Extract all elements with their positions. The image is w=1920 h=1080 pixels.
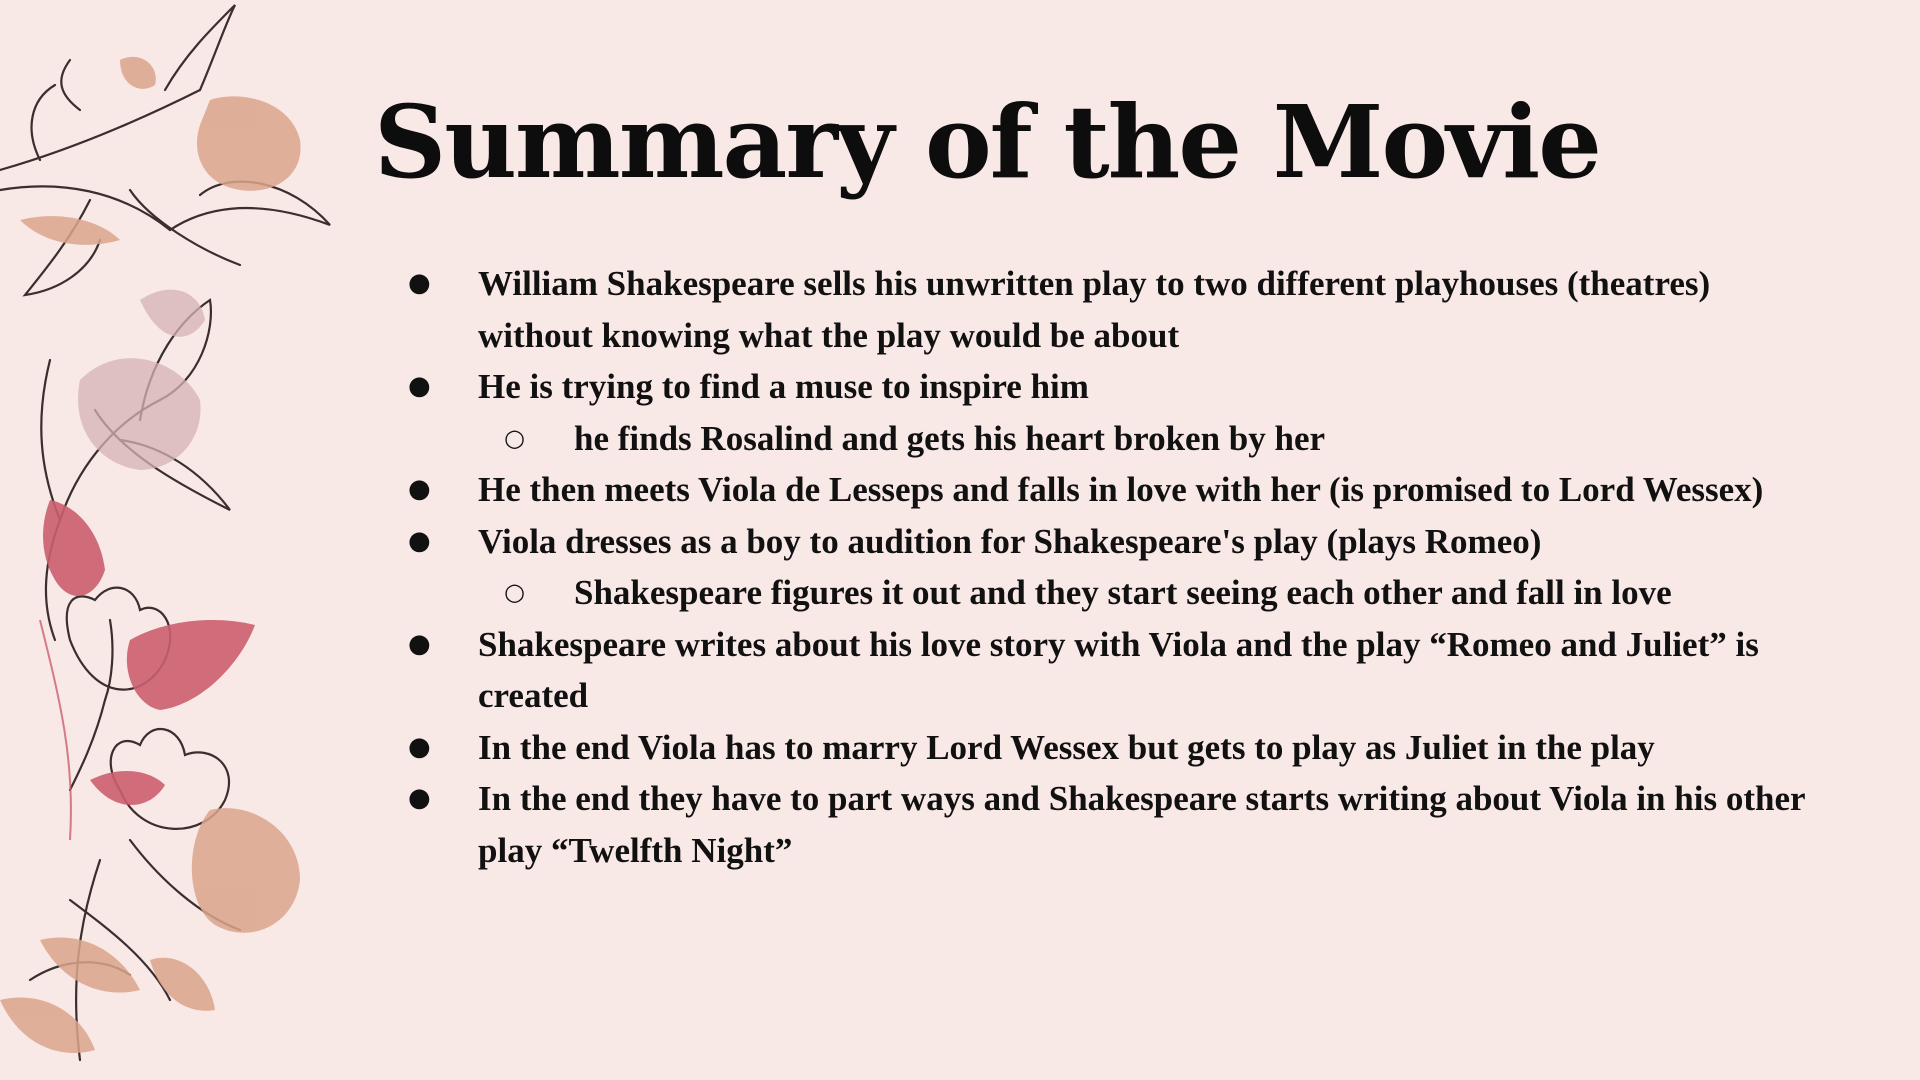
sub-bullet-item [408, 567, 1828, 619]
bullet-item [408, 516, 1828, 568]
floral-decoration-icon [0, 0, 360, 1080]
bullet-item [408, 464, 1828, 516]
bullet-marker-icon: ● [408, 474, 431, 504]
bullet-item [408, 722, 1828, 774]
bullet-text: He is trying to find a muse to inspire him [478, 367, 1089, 406]
bullet-marker-icon: ● [408, 525, 431, 556]
slide-title: Summary of the Movie [374, 83, 1600, 201]
bullet-text: Viola dresses as a boy to audition for Shakespeare's play (plays Romeo) [478, 521, 1542, 561]
bullet-marker-icon: ● [408, 783, 431, 813]
sub-bullet-marker-icon: ○ [504, 423, 525, 452]
bullet-text: William Shakespeare sells his unwritten play to two different playhouses (theatres) without knowing what the play would be about [478, 264, 1711, 355]
bullet-text: In the end Viola has to marry Lord Wessex but gets to play as Juliet in the play [478, 727, 1655, 767]
bullet-marker-icon: ● [408, 731, 431, 762]
bullet-item [408, 773, 1828, 876]
bullet-item [408, 361, 1828, 413]
bullet-text: Shakespeare figures it out and they start seeing each other and fall in love [574, 573, 1672, 612]
bullet-item [408, 258, 1828, 361]
bullet-marker-icon: ● [408, 628, 431, 659]
bullet-text: He then meets Viola de Lesseps and falls in love with her (is promised to Lord Wessex) [478, 470, 1764, 509]
bullet-text: he finds Rosalind and gets his heart broken by her [574, 418, 1326, 458]
sub-bullet-item [408, 413, 1828, 465]
bullet-text: Shakespeare writes about his love story with Viola and the play “Romeo and Juliet” is created [478, 624, 1759, 715]
bullet-marker-icon: ● [408, 268, 431, 298]
bullet-marker-icon: ● [408, 371, 431, 401]
bullet-list [408, 258, 1828, 876]
bullet-text: In the end they have to part ways and Shakespeare starts writing about Viola in his other play “Twelfth Night” [478, 779, 1805, 870]
sub-bullet-marker-icon: ○ [504, 578, 525, 606]
bullet-item [408, 619, 1828, 722]
